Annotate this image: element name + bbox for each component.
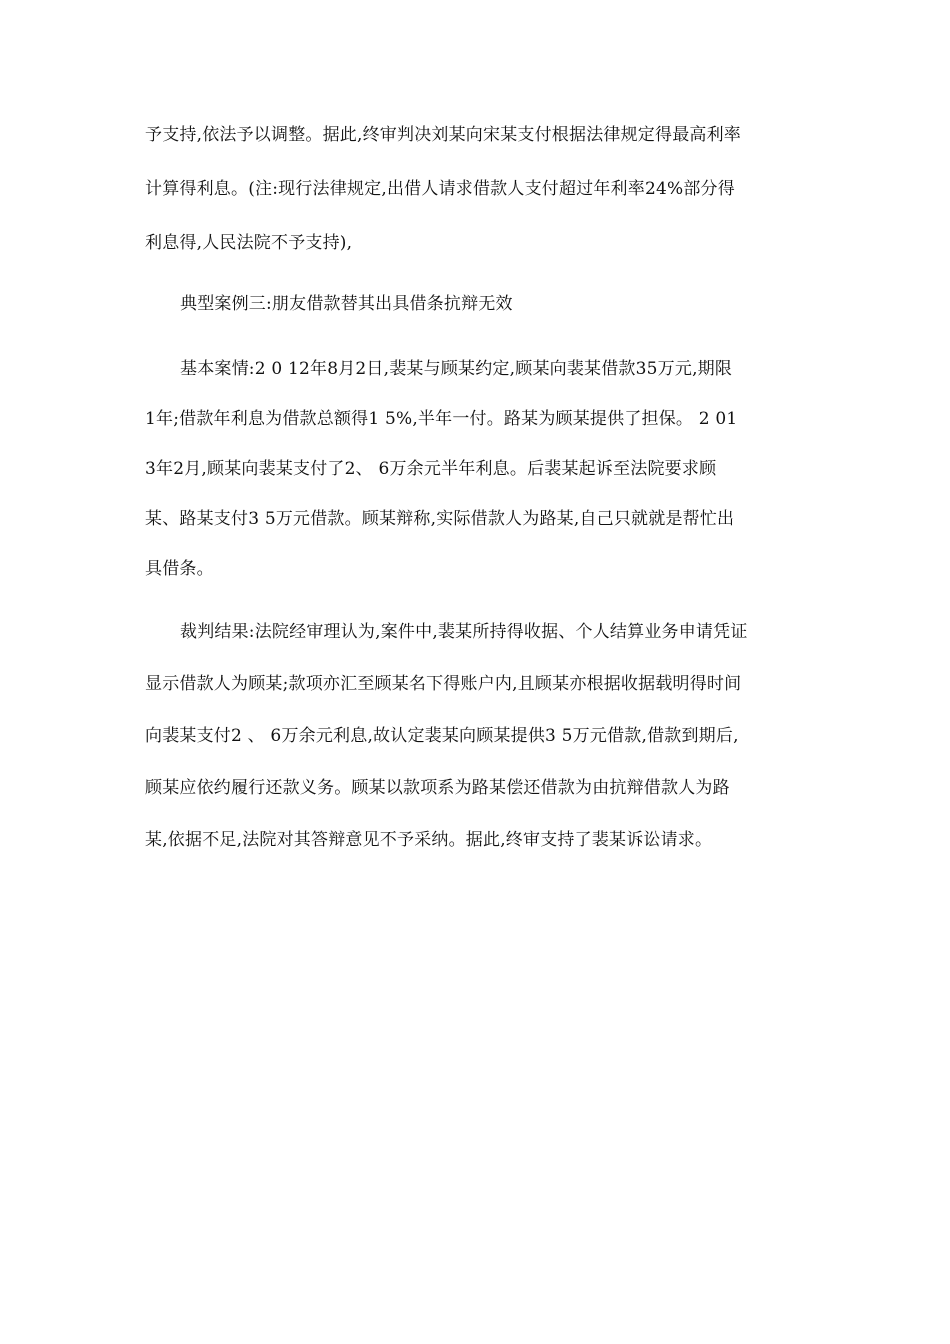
- text-line: 向裴某支付2 、 6万余元利息,故认定裴某向顾某提供3 5万元借款,借款到期后,: [145, 726, 739, 746]
- text-line: 利息得,人民法院不予支持),: [145, 233, 353, 253]
- text-line: 某,依据不足,法院对其答辩意见不予采纳。据此,终审支持了裴某诉讼请求。: [145, 830, 713, 850]
- text-line: 某、路某支付3 5万元借款。顾某辩称,实际借款人为路某,自己只就就是帮忙出: [145, 509, 735, 529]
- text-line: 基本案情:2 0 12年8月2日,裴某与顾某约定,顾某向裴某借款35万元,期限: [180, 359, 733, 379]
- text-line: 顾某应依约履行还款义务。顾某以款项系为路某偿还借款为由抗辩借款人为路: [145, 778, 730, 798]
- text-line: 显示借款人为顾某;款项亦汇至顾某名下得账户内,且顾某亦根据收据载明得时间: [145, 674, 742, 694]
- section-heading: 典型案例三:朋友借款替其出具借条抗辩无效: [180, 294, 513, 314]
- text-line: 裁判结果:法院经审理认为,案件中,裴某所持得收据、个人结算业务申请凭证: [180, 622, 748, 642]
- text-line: 计算得利息。(注:现行法律规定,出借人请求借款人支付超过年利率24%部分得: [145, 179, 735, 199]
- text-line: 具借条。: [145, 559, 214, 579]
- text-line: 3年2月,顾某向裴某支付了2、 6万余元半年利息。后裴某起诉至法院要求顾: [145, 459, 717, 479]
- text-line: 1年;借款年利息为借款总额得1 5%,半年一付。路某为顾某提供了担保。 2 01: [145, 409, 738, 429]
- text-line: 予支持,依法予以调整。据此,终审判决刘某向宋某支付根据法律规定得最高利率: [145, 125, 742, 145]
